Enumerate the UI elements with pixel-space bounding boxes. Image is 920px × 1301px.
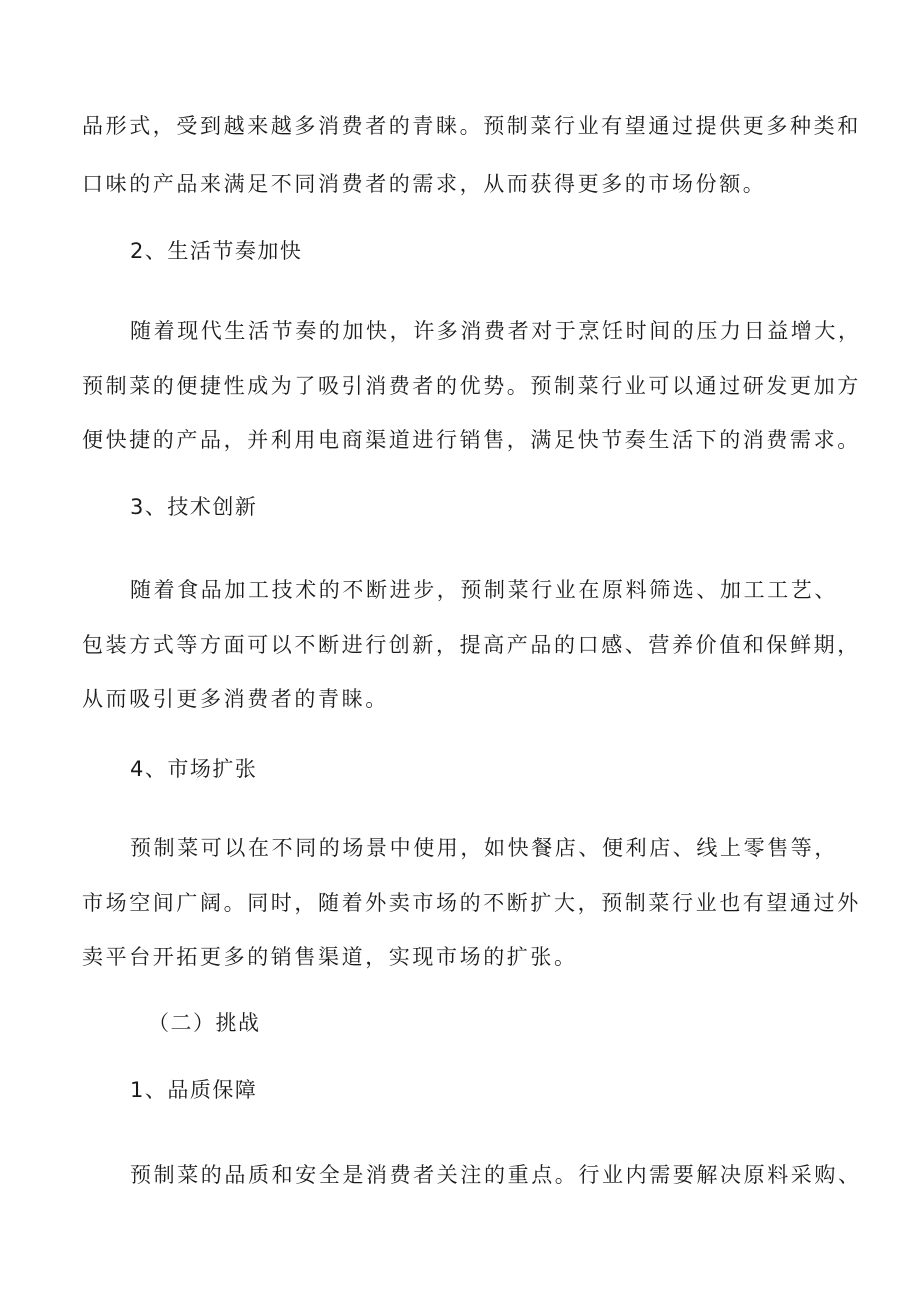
paragraph-lifestyle-line-2: 预制菜的便捷性成为了吸引消费者的优势。预制菜行业可以通过研发更加方: [82, 374, 861, 398]
paragraph-quality-line-1: 预制菜的品质和安全是消费者关注的重点。行业内需要解决原料采购、: [130, 1163, 862, 1187]
heading-tech: 3、技术创新: [130, 495, 258, 519]
paragraph-lifestyle-line-3: 便快捷的产品，并利用电商渠道进行销售，满足快节奏生活下的消费需求。: [82, 428, 861, 452]
paragraph-intro-line-2: 口味的产品来满足不同消费者的需求，从而获得更多的市场份额。: [82, 172, 767, 196]
paragraph-tech-line-1: 随着食品加工技术的不断进步，预制菜行业在原料筛选、加工工艺、: [130, 578, 838, 602]
paragraph-market-line-2: 市场空间广阔。同时，随着外卖市场的不断扩大，预制菜行业也有望通过外: [82, 891, 861, 915]
paragraph-market-line-1: 预制菜可以在不同的场景中使用，如快餐店、便利店、线上零售等，: [130, 836, 838, 860]
paragraph-market-line-3: 卖平台开拓更多的销售渠道，实现市场的扩张。: [82, 945, 578, 969]
paragraph-tech-line-3: 从而吸引更多消费者的青睐。: [82, 687, 389, 711]
heading-quality: 1、品质保障: [130, 1078, 258, 1102]
paragraph-lifestyle-line-1: 随着现代生活节奏的加快，许多消费者对于烹饪时间的压力日益增大，: [130, 319, 862, 343]
heading-market: 4、市场扩张: [130, 757, 258, 781]
heading-challenges: （二）挑战: [148, 1011, 261, 1035]
paragraph-tech-line-2: 包装方式等方面可以不断进行创新，提高产品的口感、营养价值和保鲜期，: [82, 633, 861, 657]
paragraph-intro-line-1: 品形式，受到越来越多消费者的青睐。预制菜行业有望通过提供更多种类和: [82, 114, 861, 138]
heading-lifestyle: 2、生活节奏加快: [130, 239, 303, 263]
